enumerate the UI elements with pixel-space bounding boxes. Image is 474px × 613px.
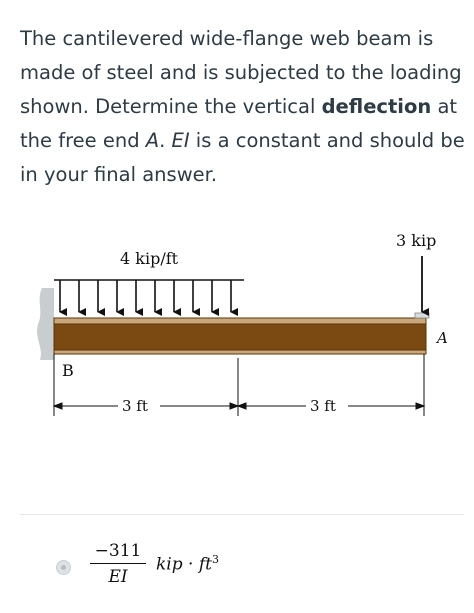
- dimension-right-label: 3 ft: [310, 397, 336, 415]
- answer-denominator: EI: [108, 567, 128, 587]
- support-label-b: B: [62, 361, 74, 380]
- question-text: [20, 22, 468, 192]
- free-end-label-a: A: [437, 329, 448, 347]
- answer-units-text: kip · ft: [156, 554, 212, 575]
- beam-top-flange: [54, 318, 426, 324]
- question-bold-term: deflection: [321, 95, 432, 118]
- question-part-1: The cantilevered wide-flange web beam is made of steel and is subjected to the loading shown. Determine the vertical: [20, 27, 462, 118]
- dimension-left-label: 3 ft: [122, 397, 148, 415]
- beam-bottom-flange: [54, 350, 426, 354]
- fraction-bar: [90, 563, 146, 564]
- point-load-label: 3 kip: [396, 231, 437, 250]
- question-point-a: A: [145, 129, 160, 152]
- answer-radio[interactable]: [56, 560, 71, 575]
- question-part-3: .: [159, 129, 172, 152]
- load-plate: [415, 313, 429, 318]
- answer-fraction: [86, 540, 150, 589]
- answer-numerator: −311: [94, 541, 142, 561]
- dimension-lines: [54, 354, 424, 416]
- question-part-2: at the free end: [20, 95, 458, 152]
- distributed-load-arrows: [54, 280, 244, 312]
- beam-figure: [0, 220, 474, 430]
- answer-divider: [20, 514, 464, 515]
- distributed-load-label: 4 kip/ft: [120, 249, 179, 268]
- answer-units: [156, 553, 219, 575]
- beam-web: [54, 324, 426, 350]
- question-ei: EI: [171, 129, 190, 152]
- wall-support: [37, 288, 54, 360]
- question-part-4: is a constant and should be in your final answer.: [20, 129, 465, 186]
- answer-units-exponent: 3: [211, 553, 219, 566]
